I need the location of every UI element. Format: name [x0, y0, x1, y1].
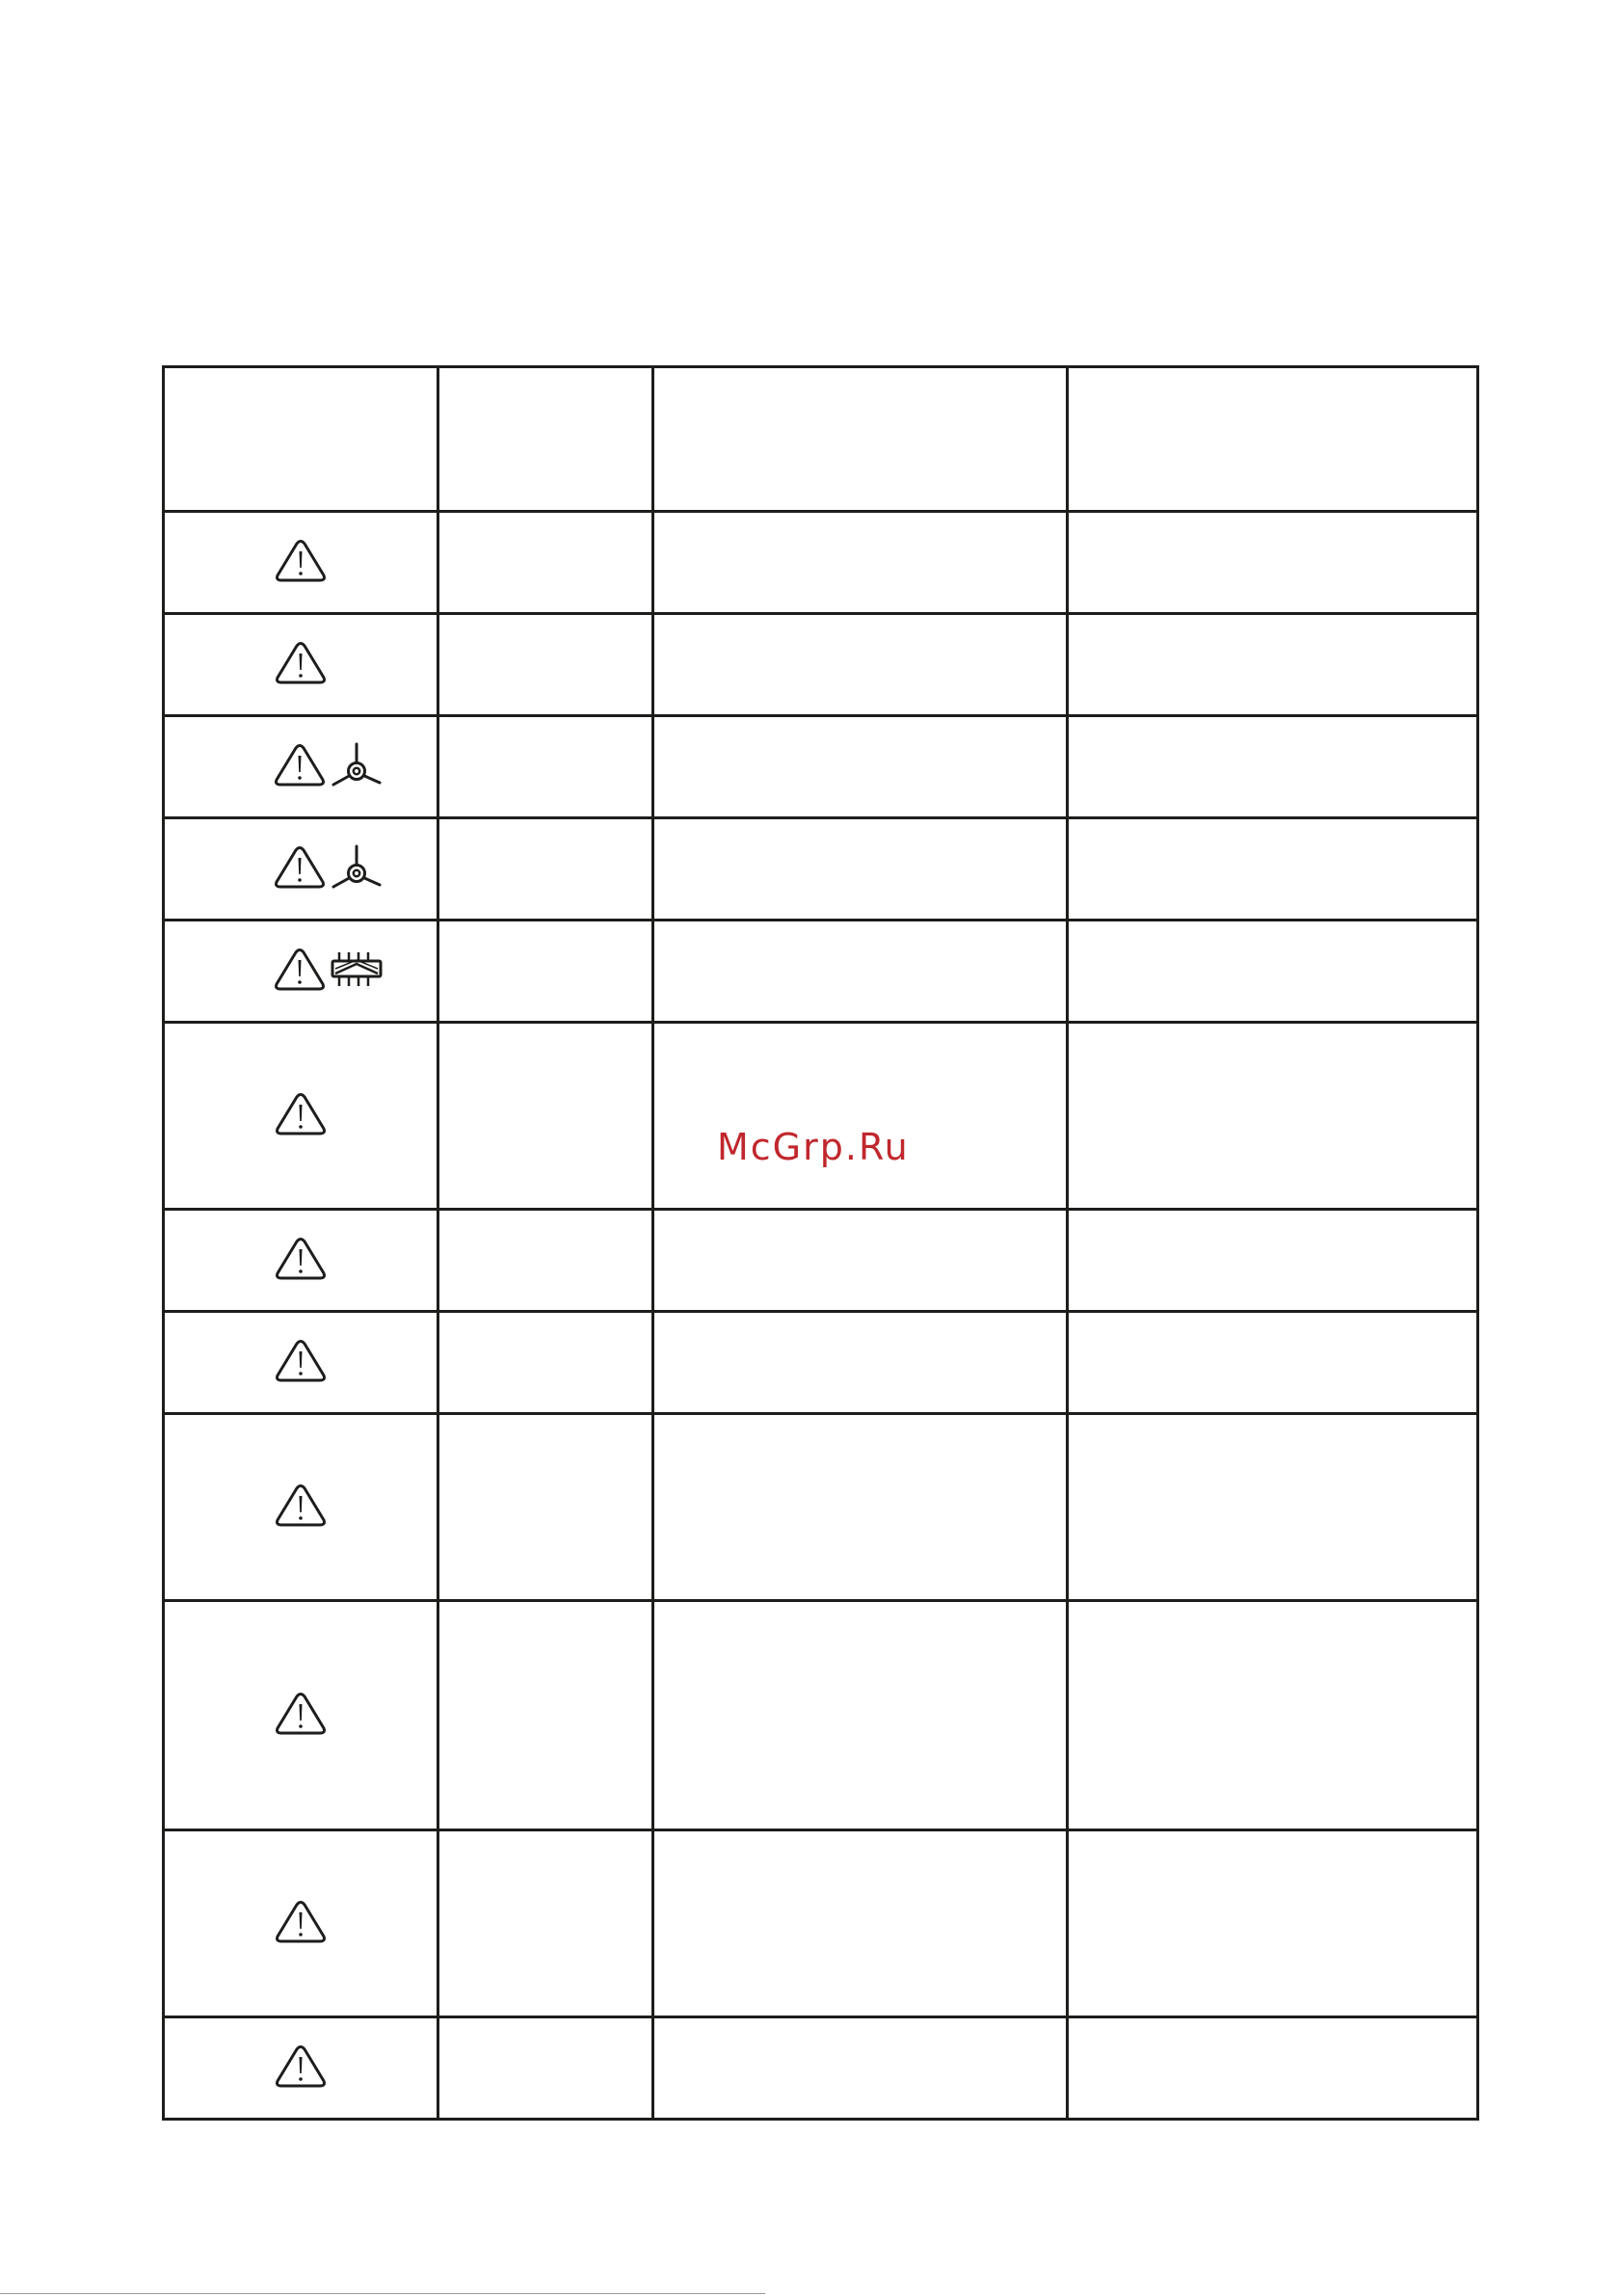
- table-row: [164, 1312, 1478, 1414]
- table-cell: [438, 921, 653, 1023]
- table-cell: [1068, 512, 1478, 614]
- status-icons: [275, 641, 327, 685]
- table-cell: [1068, 921, 1478, 1023]
- status-icons: [275, 1692, 327, 1736]
- table-cell: [653, 716, 1068, 818]
- table-cell: [438, 614, 653, 716]
- table-cell: [653, 1830, 1068, 2017]
- side-brush-icon: [330, 742, 384, 788]
- table-cell: [653, 2017, 1068, 2120]
- status-icons: [274, 844, 384, 891]
- table-cell: [164, 1210, 438, 1312]
- warning-icon: [274, 743, 326, 788]
- table-row: [164, 614, 1478, 716]
- table-cell: [653, 1312, 1068, 1414]
- table-cell: [1068, 1312, 1478, 1414]
- table-cell: [438, 1414, 653, 1601]
- table-cell: [1068, 1830, 1478, 2017]
- warning-icon: [275, 1092, 327, 1136]
- table-cell: [1068, 367, 1478, 512]
- table-row: [164, 2017, 1478, 2120]
- table-row: [164, 921, 1478, 1023]
- status-icons: [274, 742, 384, 788]
- table-cell: [653, 367, 1068, 512]
- table-cell: [438, 2017, 653, 2120]
- table-cell: [653, 614, 1068, 716]
- table-cell: [164, 1830, 438, 2017]
- table-cell: [653, 921, 1068, 1023]
- table-row: [164, 512, 1478, 614]
- status-icons: [275, 2044, 327, 2089]
- error-code-table: [162, 365, 1479, 2121]
- warning-icon: [275, 1339, 327, 1383]
- status-icons: [275, 1483, 327, 1528]
- table-cell: [1068, 614, 1478, 716]
- table-cell: [164, 512, 438, 614]
- table-header-row: [164, 367, 1478, 512]
- status-icons: [275, 539, 327, 583]
- table-cell: [438, 1312, 653, 1414]
- table-cell: [164, 1601, 438, 1830]
- watermark-text: McGrp.Ru: [717, 1126, 910, 1168]
- warning-icon: [275, 1483, 327, 1528]
- warning-icon: [275, 2044, 327, 2089]
- table-cell: [653, 1601, 1068, 1830]
- table-cell: [1068, 1601, 1478, 1830]
- status-icons: [275, 1900, 327, 1944]
- status-icons: [274, 948, 384, 992]
- main-brush-icon: [330, 949, 384, 990]
- table-cell: [164, 367, 438, 512]
- table-cell: [164, 921, 438, 1023]
- status-icons: [275, 1339, 327, 1383]
- table-cell: [164, 1414, 438, 1601]
- table-cell: [438, 1023, 653, 1210]
- table-cell: [438, 1210, 653, 1312]
- table-row: [164, 818, 1478, 921]
- table-body: [164, 367, 1478, 2120]
- table-cell: [1068, 1414, 1478, 1601]
- table-cell: [653, 1023, 1068, 1210]
- table-cell: [164, 1312, 438, 1414]
- table-row: [164, 1414, 1478, 1601]
- warning-icon: [275, 1692, 327, 1736]
- table-cell: [438, 1601, 653, 1830]
- table-row: [164, 1210, 1478, 1312]
- table-row: [164, 1830, 1478, 2017]
- table-cell: [438, 512, 653, 614]
- warning-icon: [275, 1900, 327, 1944]
- table-cell: [1068, 818, 1478, 921]
- table-cell: [438, 716, 653, 818]
- bottom-rule: [0, 2293, 765, 2294]
- table-row: [164, 716, 1478, 818]
- status-icons: [275, 1237, 327, 1281]
- table-cell: [1068, 1210, 1478, 1312]
- table-cell: [1068, 2017, 1478, 2120]
- table-cell: [438, 367, 653, 512]
- table-cell: [164, 2017, 438, 2120]
- table-cell: [164, 1023, 438, 1210]
- table-cell: [1068, 1023, 1478, 1210]
- warning-icon: [274, 948, 326, 992]
- table-cell: [438, 818, 653, 921]
- table-cell: [164, 716, 438, 818]
- table-row: [164, 1601, 1478, 1830]
- table-cell: [653, 512, 1068, 614]
- warning-icon: [275, 539, 327, 583]
- warning-icon: [275, 641, 327, 685]
- table-cell: [653, 1210, 1068, 1312]
- side-brush-icon: [330, 844, 384, 891]
- table-cell: [164, 614, 438, 716]
- warning-icon: [274, 845, 326, 890]
- table-cell: [438, 1830, 653, 2017]
- status-icons: [275, 1092, 327, 1136]
- table-row: [164, 1023, 1478, 1210]
- warning-icon: [275, 1237, 327, 1281]
- table-cell: [1068, 716, 1478, 818]
- table-cell: [653, 1414, 1068, 1601]
- table-cell: [653, 818, 1068, 921]
- table-cell: [164, 818, 438, 921]
